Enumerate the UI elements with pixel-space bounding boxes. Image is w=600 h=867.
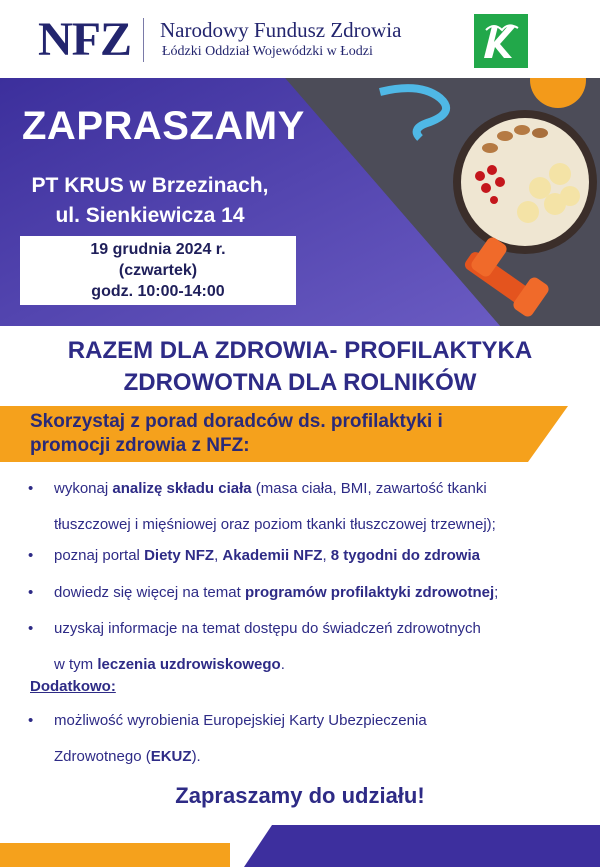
org-branch: Łódzki Oddział Wojewódzki w Łodzi — [162, 44, 373, 59]
item-text: w tym — [54, 656, 98, 673]
bullet: • — [28, 620, 34, 637]
footer-decoration — [0, 825, 600, 867]
item-highlight: programów profilaktyki zdrowotnej — [244, 584, 495, 601]
item-text: uzyskaj informacje na temat dostępu do świadczeń zdrowotnych — [54, 620, 481, 637]
header — [0, 0, 600, 78]
item-text: tłuszczowej i mięśniowej oraz poziom tkanki tłuszczowej trzewnej); — [54, 516, 496, 533]
item-text: dowiedz się więcej na temat — [54, 584, 245, 601]
item-text: , — [322, 547, 331, 564]
list-item — [28, 537, 584, 575]
program-title-line2: ZDROWOTNA DLA ROLNIKÓW — [123, 369, 477, 396]
program-title-line1: RAZEM DLA ZDROWIA- PROFILAKTYKA — [67, 337, 533, 364]
banner-text — [30, 410, 550, 458]
item-text: możliwość wyrobienia Europejskiej Karty Ubezpieczenia — [54, 712, 427, 729]
banner-line1: Skorzystaj z porad doradców ds. profilaktyki i — [30, 411, 443, 432]
krus-logo — [474, 14, 528, 68]
item-highlight: leczenia uzdrowiskowego — [97, 656, 281, 673]
hero-section — [0, 78, 600, 326]
item-text: (masa ciała, BMI, zawartość tkanki — [251, 480, 487, 497]
event-hours: godz. 10:00-14:00 — [91, 283, 225, 300]
hero-headline: ZAPRASZAMY — [22, 104, 305, 148]
nfz-logo: NFZ — [38, 13, 131, 66]
bullet: • — [28, 712, 34, 729]
krus-emblem-icon — [478, 18, 524, 64]
item-text: . — [280, 656, 285, 673]
org-name: Narodowy Fundusz Zdrowia — [160, 18, 402, 42]
banner-line2: promocji zdrowia z NFZ: — [30, 435, 250, 456]
list-item — [28, 702, 584, 740]
event-date-box — [20, 236, 296, 305]
bullet: • — [28, 584, 34, 601]
item-text: , — [214, 547, 223, 564]
item-highlight: 8 tygodni do zdrowia — [330, 547, 480, 564]
list-item-continuation — [54, 738, 584, 776]
bullet: • — [28, 480, 34, 497]
item-highlight: EKUZ — [150, 748, 192, 765]
item-highlight: Diety NFZ — [144, 547, 215, 564]
event-place-line2: ul. Sienkiewicza 14 — [55, 204, 245, 227]
list-item-continuation — [54, 646, 584, 684]
item-text: ). — [191, 748, 201, 765]
event-date: 19 grudnia 2024 r. — [90, 241, 226, 258]
event-weekday: (czwartek) — [118, 262, 198, 279]
item-text: Zdrowotnego ( — [54, 748, 151, 765]
item-highlight: analizę składu ciała — [112, 480, 252, 497]
item-text: wykonaj — [54, 480, 113, 497]
closing-invitation: Zapraszamy do udziału! — [175, 783, 425, 808]
item-text: poznaj portal — [54, 547, 145, 564]
item-highlight: Akademii NFZ — [222, 547, 323, 564]
list-item — [28, 470, 584, 508]
list-item — [28, 574, 584, 612]
event-place-line1: PT KRUS w Brzezinach, — [31, 174, 269, 197]
item-text: ; — [494, 584, 499, 601]
advice-banner — [0, 406, 600, 462]
additional-heading: Dodatkowo: — [30, 678, 116, 695]
program-title — [0, 335, 600, 399]
header-divider — [143, 18, 144, 62]
list-item — [28, 610, 584, 648]
bullet: • — [28, 547, 34, 564]
